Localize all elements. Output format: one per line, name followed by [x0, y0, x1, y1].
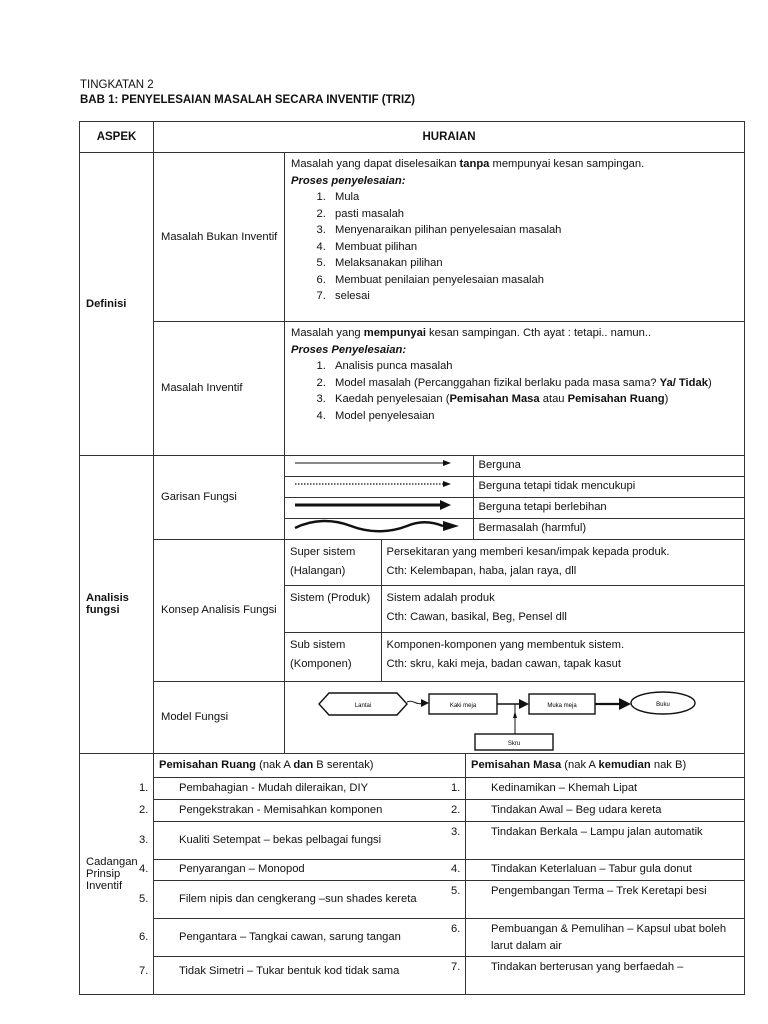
- label-masalah-bukan-inventif: Masalah Bukan Inventif: [154, 153, 285, 322]
- table-row: [80, 859, 745, 880]
- list-item: 5. Pengembangan Terma – Trek Keretapi besi: [466, 880, 745, 918]
- aspect-cadangan: Cadangan Prinsip Inventif: [80, 753, 154, 994]
- dotted-arrow-icon: [293, 479, 453, 489]
- list-item: 4. Model penyelesaian: [329, 408, 738, 425]
- document-header: [80, 78, 415, 108]
- list-item: 4. Tindakan Keterlaluan – Tabur gula donut: [466, 859, 745, 880]
- list-item: 6. Pembuangan & Pemulihan – Kapsul ubat boleh larut dalam air: [466, 918, 745, 956]
- list-item: 2. Pengekstrakan - Memisahkan komponen: [154, 799, 466, 821]
- list-item: 3. Kaedah penyelesaian (Pemisahan Masa atau Pemisahan Ruang): [329, 391, 738, 408]
- line-label: Berguna tetapi berlebihan: [473, 497, 744, 518]
- table-row: [80, 799, 745, 821]
- row-garisan-fungsi: [80, 456, 745, 540]
- list-item: 2. Tindakan Awal – Beg udara kereta: [466, 799, 745, 821]
- masa-header: Pemisahan Masa (nak A kemudian nak B): [466, 753, 745, 777]
- list-item: 3. Tindakan Berkala – Lampu jalan automatik: [466, 821, 745, 859]
- function-model-diagram: [285, 681, 745, 753]
- list-item: 1. Mula: [329, 189, 738, 206]
- table-row: [285, 633, 744, 681]
- row-masalah-inventif: [80, 322, 745, 456]
- col-huraian: HURAIAN: [154, 122, 745, 153]
- desc-masalah-bukan-inventif: [285, 153, 745, 322]
- table-row: [80, 777, 745, 799]
- intro-inventif: Masalah yang mempunyai kesan sampingan. Cth ayat : tetapi.. namun..: [291, 327, 652, 339]
- list-item: 3. Menyenaraikan pilihan penyelesaian masalah: [329, 222, 738, 239]
- proses-heading: Proses penyelesaian:: [291, 174, 406, 187]
- system-type: Super sistem (Halangan): [285, 540, 381, 586]
- label-masalah-inventif: Masalah Inventif: [154, 322, 285, 456]
- system-type: Sistem (Produk): [285, 586, 381, 633]
- proses-heading: Proses Penyelesaian:: [291, 343, 407, 356]
- node-buku: Buku: [656, 702, 670, 708]
- label-konsep-analisis-fungsi: Konsep Analisis Fungsi: [154, 539, 285, 681]
- label-garisan-fungsi: Garisan Fungsi: [154, 456, 285, 540]
- table-row: [285, 518, 744, 539]
- list-item: 4. Penyarangan – Monopod: [154, 859, 466, 880]
- harmful-line: [285, 518, 473, 539]
- excessive-line: [285, 497, 473, 518]
- list-item: 5. Melaksanakan pilihan: [329, 255, 738, 272]
- desc-masalah-inventif: [285, 322, 745, 456]
- row-model-fungsi: [80, 681, 745, 753]
- system-desc: Komponen-komponen yang membentuk sistem. Cth: skru, kaki meja, badan cawan, tapak kasut: [381, 633, 744, 681]
- system-desc: Persekitaran yang memberi kesan/impak kepada produk. Cth: Kelembapan, haba, jalan raya, dll: [381, 540, 744, 586]
- system-levels-table: [285, 540, 744, 681]
- list-item: 7. Tindakan berterusan yang berfaedah –: [466, 956, 745, 994]
- list-item: 6. Pengantara – Tangkai cawan, sarung tangan: [154, 918, 466, 956]
- table-row: [80, 821, 745, 859]
- grade-label: TINGKATAN 2: [80, 79, 154, 91]
- label-model-fungsi: Model Fungsi: [154, 681, 285, 753]
- row-masalah-bukan-inventif: [80, 153, 745, 322]
- insufficient-line: [285, 476, 473, 497]
- useful-line: [285, 456, 473, 476]
- table-header-row: [80, 122, 745, 153]
- chapter-title: BAB 1: PENYELESAIAN MASALAH SECARA INVENTIF (TRIZ): [80, 94, 415, 106]
- function-model-svg: [285, 682, 743, 752]
- list-item: 1. Pembahagian - Mudah dileraikan, DIY: [154, 777, 466, 799]
- list-item: 7. Tidak Simetri – Tukar bentuk kod tidak sama: [154, 956, 466, 994]
- ruang-header: Pemisahan Ruang (nak A dan B serentak): [154, 753, 466, 777]
- system-desc: Sistem adalah produk Cth: Cawan, basikal, Beg, Pensel dll: [381, 586, 744, 633]
- row-konsep-analisis-fungsi: [80, 539, 745, 681]
- node-lantai: Lantai: [354, 703, 372, 709]
- line-label: Bermasalah (harmful): [473, 518, 744, 539]
- line-label: Berguna tetapi tidak mencukupi: [473, 476, 744, 497]
- list-item: 1. Analisis punca masalah: [329, 358, 738, 375]
- steps-list: [291, 189, 738, 305]
- list-item: 1. Kedinamikan – Khemah Lipat: [466, 777, 745, 799]
- col-aspek: ASPEK: [80, 122, 154, 153]
- triz-table: [79, 121, 745, 995]
- line-label: Berguna: [473, 456, 744, 476]
- steps-list: [291, 358, 738, 424]
- node-kaki-meja: Kaki meja: [449, 703, 477, 709]
- aspect-analisis-fungsi: Analisis fungsi: [80, 456, 154, 754]
- list-item: 7. selesai: [329, 288, 738, 305]
- table-row: [285, 456, 744, 476]
- table-row: [80, 956, 745, 994]
- table-row: [285, 497, 744, 518]
- function-lines-table: [285, 456, 744, 539]
- table-row: [80, 918, 745, 956]
- list-item: 5. Filem nipis dan cengkerang –sun shades kereta: [154, 880, 466, 918]
- list-item: 3. Kualiti Setempat – bekas pelbagai fungsi: [154, 821, 466, 859]
- table-row: [285, 476, 744, 497]
- thin-arrow-icon: [293, 458, 453, 468]
- list-item: 4. Membuat pilihan: [329, 239, 738, 256]
- row-cadangan-header: [80, 753, 745, 777]
- intro-bukan: Masalah yang dapat diselesaikan tanpa mempunyai kesan sampingan.: [291, 158, 645, 170]
- list-item: 2. pasti masalah: [329, 206, 738, 223]
- list-item: 2. Model masalah (Percanggahan fizikal berlaku pada masa sama? Ya/ Tidak): [329, 375, 738, 392]
- list-item: 6. Membuat penilaian penyelesaian masalah: [329, 272, 738, 289]
- wavy-arrow-icon: [293, 519, 463, 533]
- table-row: [80, 880, 745, 918]
- system-type: Sub sistem (Komponen): [285, 633, 381, 681]
- table-row: [285, 540, 744, 586]
- node-skru: Skru: [507, 741, 521, 747]
- table-row: [285, 586, 744, 633]
- aspect-definisi: Definisi: [80, 153, 154, 456]
- node-muka-meja: Muka meja: [547, 703, 577, 709]
- thick-arrow-icon: [293, 499, 453, 511]
